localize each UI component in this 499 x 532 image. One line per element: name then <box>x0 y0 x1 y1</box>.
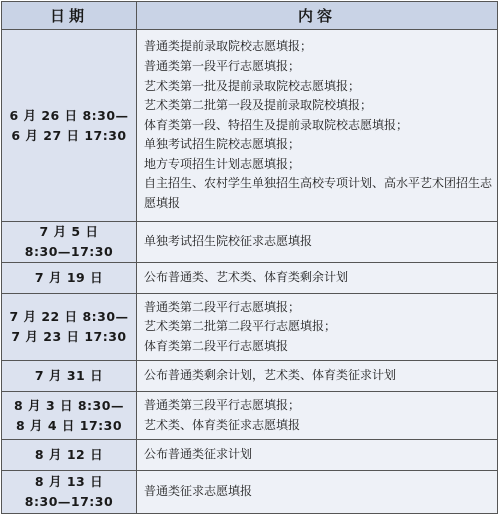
content-cell <box>137 222 498 263</box>
date-cell <box>2 392 137 440</box>
content-cell <box>137 263 498 294</box>
header-row <box>2 2 498 30</box>
date-line: 8 月 13 日 <box>34 474 104 489</box>
schedule-table <box>1 1 498 514</box>
table-row <box>2 471 498 514</box>
table-row <box>2 222 498 263</box>
content-item: 地方专项招生计划志愿填报； <box>144 156 301 171</box>
date-line: 8 月 12 日 <box>34 447 104 462</box>
content-item: 艺术类第一批及提前录取院校志愿填报； <box>144 78 361 93</box>
content-item: 公布普通类剩余计划，艺术类、体育类征求计划 <box>144 368 397 383</box>
date-cell <box>2 361 137 392</box>
content-item: 普通类提前录取院校志愿填报； <box>144 39 313 54</box>
date-line: 8:30—17:30 <box>24 244 114 259</box>
date-line: 7 月 19 日 <box>34 270 104 285</box>
header-date: 日期 <box>2 2 137 30</box>
content-cell <box>137 471 498 514</box>
date-line: 7 月 22 日 8:30— <box>9 309 129 324</box>
content-item: 普通类第三段平行志愿填报； <box>144 397 301 412</box>
date-cell <box>2 263 137 294</box>
table-row <box>2 294 498 361</box>
date-line: 8:30—17:30 <box>24 494 114 509</box>
date-cell <box>2 294 137 361</box>
date-cell <box>2 30 137 222</box>
date-line: 6 月 27 日 17:30 <box>11 127 127 143</box>
content-item: 普通类第一段平行志愿填报； <box>144 58 301 73</box>
content-cell <box>137 440 498 471</box>
table-row <box>2 361 498 392</box>
table-row <box>2 263 498 294</box>
date-line: 8 月 4 日 17:30 <box>15 417 123 433</box>
content-item: 自主招生、农村学生单独招生高校专项计划、高水平艺术团招生志愿填报 <box>144 176 493 211</box>
content-item: 公布普通类、艺术类、体育类剩余计划 <box>144 270 349 285</box>
content-item: 艺术类第二批第一段及提前录取院校填报； <box>144 98 373 113</box>
table-row <box>2 440 498 471</box>
header-content: 内容 <box>137 2 498 30</box>
table-row <box>2 30 498 222</box>
content-cell <box>137 294 498 361</box>
content-item: 普通类第二段平行志愿填报； <box>144 299 301 314</box>
content-item: 体育类第一段、特招生及提前录取院校志愿填报； <box>144 117 409 132</box>
content-item: 普通类征求志愿填报 <box>144 484 253 499</box>
content-item: 体育类第二段平行志愿填报 <box>144 338 289 353</box>
date-cell <box>2 471 137 514</box>
content-item: 单独考试招生院校征求志愿填报 <box>144 234 313 249</box>
content-cell <box>137 30 498 222</box>
content-cell <box>137 361 498 392</box>
content-item: 艺术类、体育类征求志愿填报 <box>144 417 301 432</box>
date-cell <box>2 440 137 471</box>
date-line: 8 月 3 日 8:30— <box>14 397 124 413</box>
content-cell <box>137 392 498 440</box>
date-line: 7 月 5 日 <box>39 224 99 239</box>
date-line: 7 月 23 日 17:30 <box>11 329 127 344</box>
date-line: 6 月 26 日 8:30— <box>9 107 129 123</box>
content-item: 单独考试招生院校志愿填报； <box>144 137 301 152</box>
content-item: 艺术类第二批第二段平行志愿填报； <box>144 319 337 334</box>
date-line: 7 月 31 日 <box>34 368 104 383</box>
date-cell <box>2 222 137 263</box>
table-row <box>2 392 498 440</box>
content-item: 公布普通类征求计划 <box>144 447 253 462</box>
